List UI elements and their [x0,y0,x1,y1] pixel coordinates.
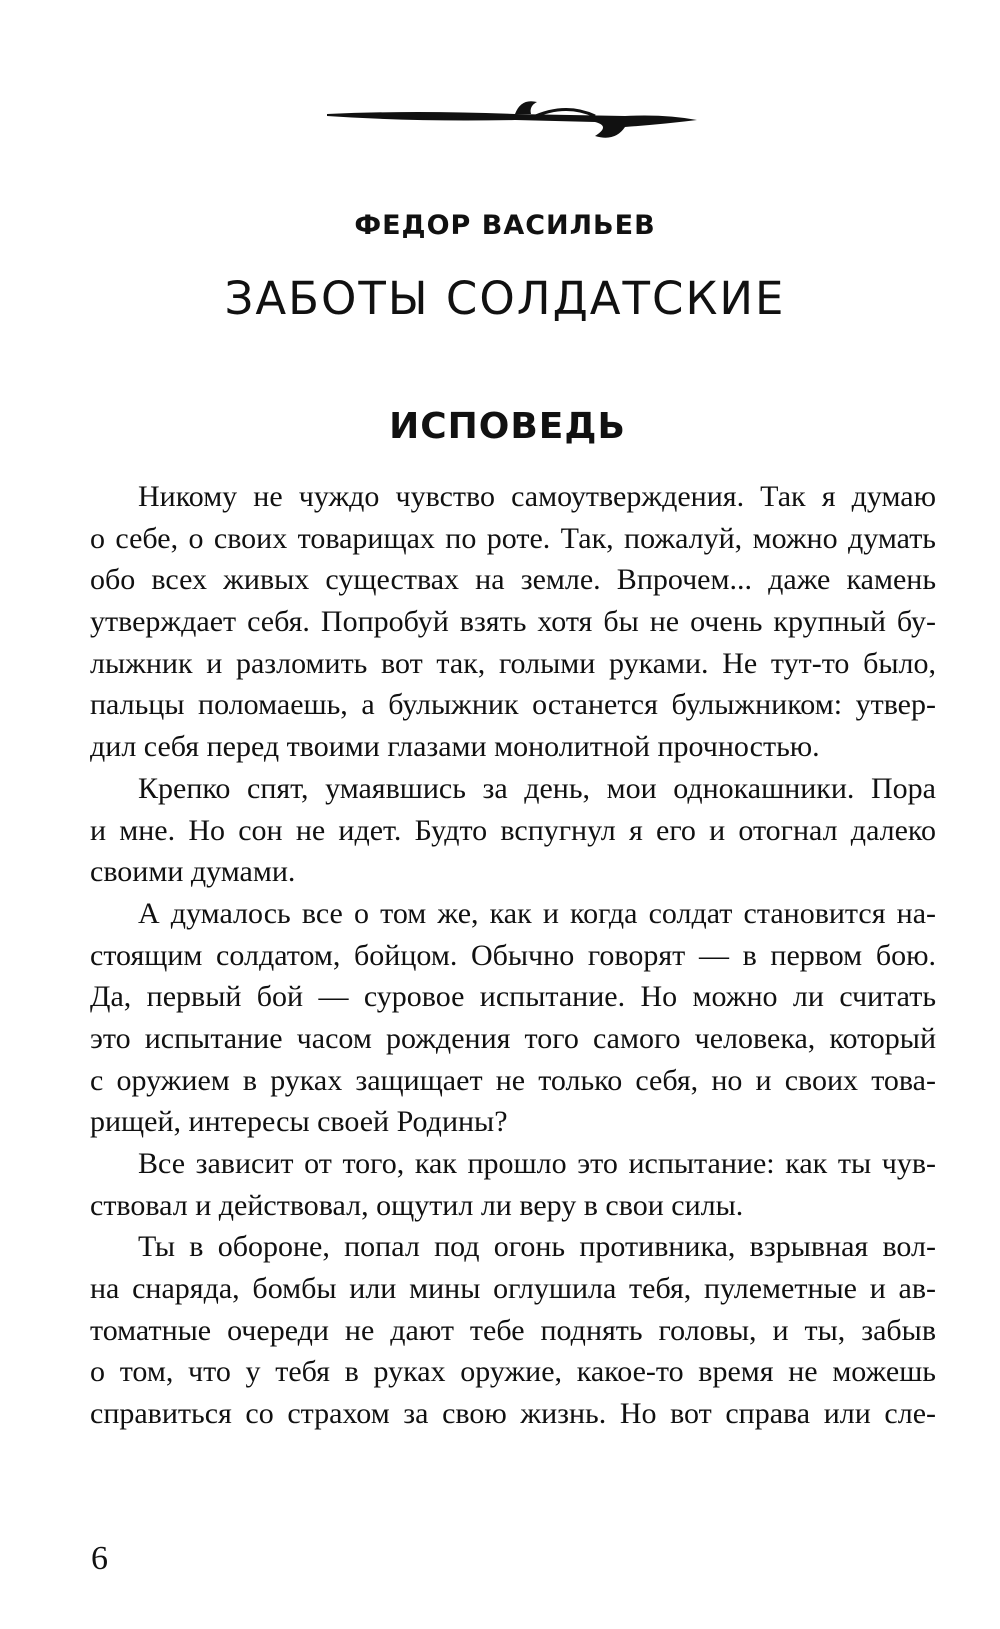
text-line: справиться со страхом за свою жизнь. Но вот справа или сле- [90,1397,936,1431]
chapter-title: ИСПОВЕДЬ [389,406,626,447]
book-title: ЗАБОТЫ СОЛДАТСКИЕ [224,272,786,325]
text-line: ствовал и действовал, ощутил ли веру в свои силы. [90,1188,744,1222]
text-line: Никому не чуждо чувство самоутверждения. Так я думаю [138,480,936,513]
text-line: о том, что у тебя в руках оружие, какое-то время не можешь [90,1355,936,1389]
text-line: А думалось все о том же, как и когда солдат становится на- [138,896,936,930]
text-line: о себе, о своих товарищах по роте. Так, пожалуй, можно думать [90,521,936,555]
text-line: томатные очереди не дают тебе поднять головы, и ты, забыв [90,1313,936,1347]
text-line: это испытание часом рождения того самого человека, который [90,1021,936,1055]
text-line: с оружием в руках защищает не только себя, но и своих това- [90,1063,936,1097]
author-name: ФЕДОР ВАСИЛЬЕВ [354,210,656,241]
page-number: 6 [91,1540,108,1577]
text-line: Ты в обороне, попал под огонь противника, взрывная вол- [138,1230,936,1264]
text-line: утверждает себя. Попробуй взять хотя бы не очень крупный бу- [90,605,936,639]
text-line: и мне. Но сон не идет. Будто вспугнул я его и отогнал далеко [90,813,936,847]
text-line: стоящим солдатом, бойцом. Обычно говорят — в первом бою. [90,938,936,972]
text-line: обо всех живых существах на земле. Впрочем... даже камень [90,563,936,597]
text-line: на снаряда, бомбы или мины оглушила тебя, пулеметные и ав- [90,1272,936,1306]
text-line: Да, первый бой — суровое испытание. Но можно ли считать [90,980,936,1014]
text-line: рищей, интересы своей Родины? [90,1105,508,1139]
body-text [90,476,936,1435]
ornament-divider-icon [325,92,700,144]
text-line: Крепко спят, умаявшись за день, мои однокашники. Пора [138,771,936,805]
text-line: своими думами. [90,855,296,889]
text-line: дил себя перед твоими глазами монолитной прочностью. [90,730,820,764]
text-line: Все зависит от того, как прошло это испытание: как ты чув- [138,1147,936,1180]
text-line: пальцы поломаешь, а булыжник останется булыжником: утвер- [90,688,936,722]
text-line: лыжник и разломить вот так, голыми руками. Не тут-то было, [90,646,936,680]
